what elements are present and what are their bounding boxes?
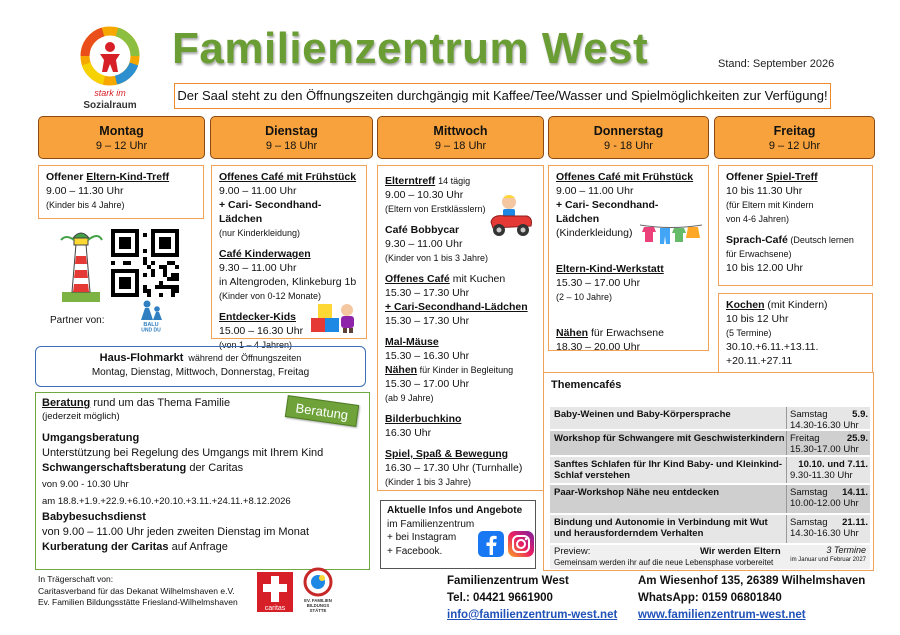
svg-text:EV. FAMILIEN: EV. FAMILIEN	[304, 598, 332, 603]
themencafe-time: 14.30-16.30 Uhr	[790, 420, 859, 431]
svg-text:BALU: BALU	[143, 322, 159, 328]
themencafe-time: 15.30-17.00 Uhr	[790, 444, 859, 455]
donnerstag-naehen-suffix: für Erwachsene	[588, 327, 664, 339]
freitag-sprach-suffix: (Deutsch lernen	[787, 235, 854, 245]
freitag-spiel-title: Spiel-Treff	[766, 171, 818, 183]
mittwoch-naehen-note: (ab 9 Jahre)	[385, 393, 434, 403]
contact-email-link[interactable]: info@familienzentrum-west.net	[447, 609, 618, 621]
beratung-title-rest: rund um das Thema Familie	[90, 397, 231, 409]
themencafe-day: Samstag	[790, 517, 828, 528]
logo-stark-im-sozialraum	[74, 24, 146, 112]
infos-line1: im Familienzentrum	[387, 518, 475, 530]
laundry-line-illustration	[640, 222, 702, 248]
themencafe-time: 9.30-11.30 Uhr	[790, 470, 853, 481]
umgang-text: Unterstützung bei Regelung des Umgangs mit Ihrem Kind	[42, 447, 324, 459]
day-hours: 9 – 18 Uhr	[434, 140, 487, 152]
themencafe-row	[550, 457, 870, 483]
dienstag-entdecker-time: 15.00 – 16.30 Uhr	[219, 325, 304, 337]
dienstag-kinderwagen-note: (Kinder von 0-12 Monate)	[219, 291, 322, 301]
mittwoch-malmaeuse-title: Mal-Mäuse	[385, 336, 439, 348]
mittwoch-bilderbuch-title: Bilderbuchkino	[385, 413, 462, 425]
traeger-line3: Ev. Familien Bildungsstätte Friesland-Wilhelmshaven	[38, 597, 238, 607]
mittwoch-elterntreff-title: Elterntreff	[385, 175, 436, 187]
mittwoch-offen-title: Offenes Café	[385, 273, 450, 285]
contact-web-link[interactable]: www.familienzentrum-west.net	[638, 609, 806, 621]
flohmarkt-title: Haus-Flohmarkt	[99, 352, 184, 364]
themencafe-title: Baby-Weinen und Baby-Körpersprache	[554, 409, 731, 420]
themencafes-title: Themencafés	[551, 379, 622, 391]
freitag-spiel-time: 10 bis 11.30 Uhr	[726, 185, 803, 197]
freitag-kochen-dates2: +20.11.+27.11	[726, 355, 793, 367]
contact-right	[638, 573, 865, 624]
donnerstag-card	[548, 165, 709, 351]
svg-text:stark im: stark im	[94, 88, 126, 98]
freitag-sprach-time: 10 bis 12.00 Uhr	[726, 262, 804, 274]
dienstag-entdecker-note: (von 1 – 4 Jahren)	[219, 340, 293, 350]
montag-card	[38, 165, 204, 219]
freitag-kochen-dates1: 30.10.+6.11.+13.11.	[726, 341, 819, 353]
freitag-kochen-time: 10 bis 12 Uhr	[726, 313, 789, 325]
freitag-spiel-note2: von 4-6 Jahren)	[726, 214, 790, 224]
mittwoch-offen-suffix: mit Kuchen	[449, 273, 506, 285]
donnerstag-werkstatt-note: (2 – 10 Jahre)	[556, 292, 613, 302]
beratung-title: Beratung	[42, 397, 91, 409]
caritas-logo	[257, 572, 293, 612]
traeger-line2: Caritasverband für das Dekanat Wilhelmshaven e.V.	[38, 585, 235, 596]
day-hours: 9 – 12 Uhr	[95, 140, 148, 152]
beratung-subtitle: (jederzeit möglich)	[42, 411, 120, 422]
notice-box: Der Saal steht zu den Öffnungszeiten durchgängig mit Kaffee/Tee/Wasser und Spielmöglichkeiten zur Verfügung!	[174, 83, 831, 109]
day-name: Montag	[99, 124, 144, 138]
contact-name: Familienzentrum West	[447, 575, 569, 587]
svg-text:BILDUNGS: BILDUNGS	[306, 603, 330, 608]
mittwoch-spiel-title: Spiel, Spaß & Bewegung	[385, 448, 509, 460]
donnerstag-naehen-title: Nähen	[556, 327, 589, 339]
themencafe-title: Sanftes Schlafen für Ihr Kind Baby- und Kleinkind-Schlaf verstehen	[554, 459, 783, 481]
mittwoch-elterntreff-freq: 14 tägig	[438, 176, 471, 186]
themencafe-day: Samstag	[790, 409, 828, 420]
donnerstag-cafe-plus: + Cari- Secondhand-Lädchen	[556, 199, 659, 225]
mittwoch-bilderbuch-time: 16.30 Uhr	[385, 427, 432, 439]
umgang-title: Umgangsberatung	[42, 432, 140, 444]
themencafe-date: 5.9.	[852, 409, 868, 420]
day-name: Freitag	[773, 124, 816, 138]
infos-line3: + Facebook.	[387, 545, 443, 557]
svg-text:STÄTTE: STÄTTE	[309, 608, 327, 613]
mittwoch-malmaeuse-time: 15.30 – 16.30 Uhr	[385, 350, 470, 362]
dienstag-kinderwagen-title: Café Kinderwagen	[219, 248, 311, 260]
themencafe-row	[550, 407, 870, 429]
donnerstag-werkstatt-title: Eltern-Kind-Werkstatt	[556, 263, 664, 275]
bobbycar-illustration	[487, 192, 535, 240]
schwanger-title: Schwangerschaftsberatung	[42, 462, 187, 474]
preview-desc: Gemeinsam werden ihr auf die neue Lebensphase vorbereitet	[554, 558, 774, 567]
schwanger-time: von 9.00 - 10.30 Uhr	[42, 479, 129, 490]
day-tab-freitag	[714, 116, 875, 159]
donnerstag-cafe-title: Offenes Café mit Frühstück	[556, 171, 694, 183]
montag-title: Eltern-Kind-Treff	[86, 171, 170, 183]
kurber-title: Kurberatung der Caritas	[42, 541, 169, 553]
mittwoch-elterntreff-time: 9.00 – 10.30 Uhr	[385, 189, 464, 201]
mittwoch-spiel-note: (Kinder 1 bis 3 Jahre)	[385, 477, 472, 487]
lighthouse-illustration	[58, 226, 104, 304]
mittwoch-naehen-time: 15.30 – 17.00 Uhr	[385, 378, 470, 390]
freitag-kochen-title: Kochen	[726, 299, 765, 311]
day-tab-mittwoch	[377, 116, 544, 159]
day-name: Donnerstag	[593, 124, 664, 138]
contact-whatsapp[interactable]: WhatsApp: 0159 06801840	[638, 592, 782, 604]
themencafe-time: 14.30-16.30 Uhr	[790, 528, 859, 539]
freitag-kochen-suffix: (mit Kindern)	[764, 299, 828, 311]
kurber-rest: auf Anfrage	[168, 541, 228, 553]
day-hours: 9 - 18 Uhr	[604, 140, 653, 152]
schwanger-title-rest: der Caritas	[186, 462, 244, 474]
mittwoch-naehen-title: Nähen	[385, 364, 418, 376]
mittwoch-bobbycar-note: (Kinder von 1 bis 3 Jahre)	[385, 253, 489, 263]
themencafe-title: Paar-Workshop Nähe neu entdecken	[554, 487, 720, 498]
dienstag-cafe-note: (nur Kinderkleidung)	[219, 228, 301, 238]
stand-date: Stand: September 2026	[718, 58, 835, 70]
montag-time: 9.00 – 11.30 Uhr	[46, 185, 124, 197]
day-tab-dienstag	[210, 116, 373, 159]
qr-code[interactable]	[111, 229, 179, 297]
freitag-spiel-prefix: Offener	[726, 171, 767, 183]
dienstag-kinderwagen-place: in Altengroden, Klinkeburg 1b	[219, 276, 357, 288]
contact-address: Am Wiesenhof 135, 26389 Wilhelmshaven	[638, 575, 866, 587]
beratung-ribbon: Beratung	[285, 395, 359, 427]
svg-text:Sozialraum: Sozialraum	[83, 100, 137, 111]
page-title: Familienzentrum West	[172, 24, 649, 73]
dienstag-entdecker-title: Entdecker-Kids	[219, 311, 297, 323]
facebook-icon[interactable]	[478, 531, 504, 557]
ev-familienbildungsstaette-logo	[298, 566, 338, 616]
mittwoch-offen-time: 15.30 – 17.30 Uhr	[385, 287, 470, 299]
themencafes-box	[543, 372, 874, 571]
themencafe-day: Freitag	[790, 433, 820, 444]
day-name: Dienstag	[265, 124, 318, 138]
dienstag-cafe-plus: + Cari- Secondhand-Lädchen	[219, 199, 322, 225]
flohmarkt-suffix: während der Öffnungszeiten	[183, 353, 302, 363]
dienstag-cafe-time: 9.00 – 11.00 Uhr	[219, 185, 297, 197]
dienstag-kinderwagen-time: 9.30 – 11.00 Uhr	[219, 262, 297, 274]
themencafe-date: 14.11.	[842, 487, 868, 498]
day-hours: 9 – 18 Uhr	[265, 140, 318, 152]
mittwoch-bobbycar-title: Café Bobbycar	[385, 224, 460, 236]
preview-when: im Januar und Februar 2027	[790, 557, 866, 563]
mittwoch-naehen-suffix: für Kinder in Begleitung	[417, 365, 514, 375]
flohmarkt-box	[35, 346, 366, 387]
freitag-sprach-title: Sprach-Café	[726, 234, 788, 246]
dienstag-cafe-title: Offenes Café mit Frühstück	[219, 171, 357, 183]
toys-illustration	[309, 294, 361, 334]
themencafe-date: 25.9.	[846, 433, 868, 444]
freitag-card-1	[718, 165, 873, 286]
instagram-icon[interactable]	[508, 531, 534, 557]
baby-title: Babybesuchsdienst	[42, 511, 146, 523]
donnerstag-cafe-time: 9.00 – 11.00 Uhr	[556, 185, 634, 197]
mittwoch-offen-time2: 15.30 – 17.30 Uhr	[385, 315, 470, 327]
themencafe-title: Workshop für Schwangere mit Geschwisterkindern	[554, 433, 785, 444]
themencafe-preview-row	[550, 545, 870, 569]
freitag-card-2	[718, 293, 873, 377]
freitag-sprach-note: für Erwachsene)	[726, 249, 792, 259]
preview-count: 3 Termine	[826, 545, 866, 555]
day-hours: 9 – 12 Uhr	[768, 140, 821, 152]
mittwoch-bobbycar-time: 9.30 – 11.00 Uhr	[385, 238, 463, 250]
infos-line2: + bei Instagram	[387, 532, 457, 543]
svg-text:UND DU: UND DU	[141, 327, 161, 332]
mittwoch-elterntreff-note: (Eltern von Erstklässlern)	[385, 204, 486, 214]
flohmarkt-days: Montag, Dienstag, Mittwoch, Donnerstag, Freitag	[91, 367, 310, 378]
svg-text:caritas: caritas	[264, 605, 286, 612]
day-name: Mittwoch	[433, 124, 488, 138]
freitag-spiel-note1: (für Eltern mit Kindern	[726, 200, 814, 210]
partner-label: Partner von:	[50, 315, 105, 326]
traeger-line1: In Trägerschaft von:	[38, 574, 114, 584]
infos-title: Aktuelle Infos und Angebote	[387, 505, 523, 516]
themencafe-date: 21.11.	[842, 517, 868, 528]
contact-tel[interactable]: Tel.: 04421 9661900	[447, 592, 553, 604]
themencafe-row	[550, 515, 870, 543]
donnerstag-cafe-note: (Kinderkleidung)	[556, 227, 633, 239]
baby-text: von 9.00 – 11.00 Uhr jeden zweiten Dienstag im Monat	[42, 526, 310, 538]
themencafe-row	[550, 431, 870, 455]
themencafe-date: 10.10. und 7.11.	[798, 459, 868, 470]
mittwoch-offen-plus: + Cari-Secondhand-Lädchen	[385, 301, 528, 313]
traeger-info	[38, 574, 238, 609]
montag-note: (Kinder bis 4 Jahre)	[46, 200, 125, 210]
preview-title: Wir werden Eltern	[700, 546, 781, 557]
montag-title-prefix: Offener	[46, 171, 87, 183]
mittwoch-spiel-time: 16.30 – 17.30 Uhr (Turnhalle)	[385, 462, 523, 474]
day-tab-donnerstag	[548, 116, 709, 159]
schwanger-dates: am 18.8.+1.9.+22.9.+6.10.+20.10.+3.11.+24.11.+8.12.2026	[42, 496, 291, 507]
preview-label: Preview:	[554, 546, 591, 557]
themencafe-title: Bindung und Autonomie in Verbindung mit Wut und herausforderndem Verhalten	[554, 517, 768, 539]
themencafe-time: 10.00-12.00 Uhr	[790, 498, 859, 509]
themencafe-row	[550, 485, 870, 513]
day-tab-montag	[38, 116, 205, 159]
balu-und-du-logo	[136, 298, 166, 332]
themencafe-day: Samstag	[790, 487, 828, 498]
donnerstag-werkstatt-time: 15.30 – 17.00 Uhr	[556, 277, 641, 289]
contact-left	[447, 573, 617, 624]
donnerstag-naehen-time: 18.30 – 20.00 Uhr	[556, 341, 641, 353]
freitag-kochen-termine: (5 Termine)	[726, 328, 772, 338]
